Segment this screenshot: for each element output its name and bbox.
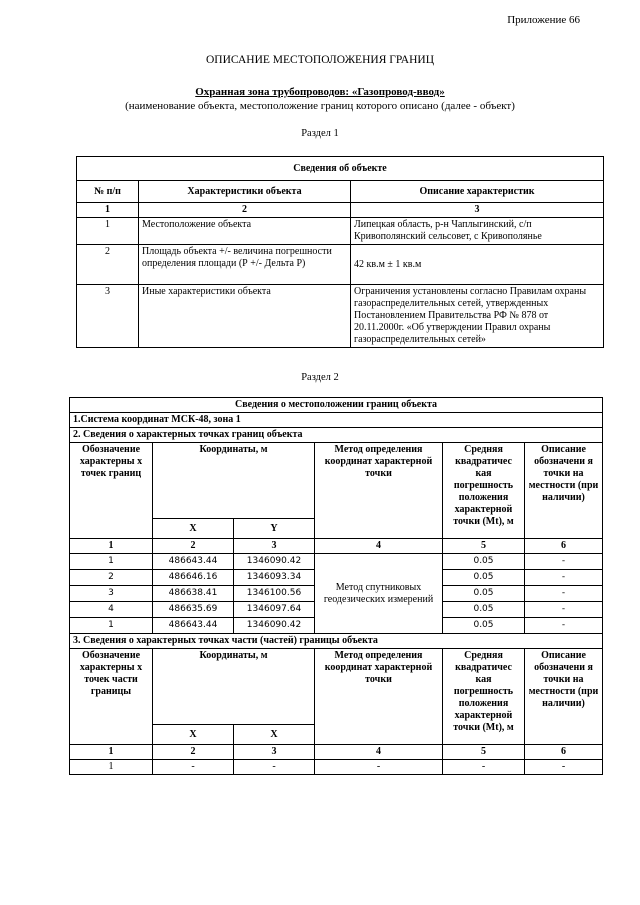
part-point-error: - (443, 760, 525, 775)
characteristic-name: Местоположение объекта (139, 218, 351, 245)
column-header: Средняя квадратичес кая погрешность положения характерной точки (Mt), м (443, 443, 525, 539)
column-header-x: X (153, 725, 234, 745)
column-header: Описание обозначени я точки на местности (при наличии) (525, 443, 603, 539)
point-error: 0.05 (443, 554, 525, 570)
point-y: 1346090.42 (234, 554, 315, 570)
subsection-title: 3. Сведения о характерных точках части (частей) границы объекта (70, 634, 603, 649)
column-header: Характеристики объекта (139, 181, 351, 203)
characteristic-value: Липецкая область, р-н Чаплыгинский, с/п Кривополянский сельсовет, с Кривополянье (351, 218, 604, 245)
column-index: 1 (77, 203, 139, 218)
boundary-points-table (69, 397, 603, 775)
point-id: 4 (70, 602, 153, 618)
subsection-title: 2. Сведения о характерных точках границ объекта (70, 428, 603, 443)
column-index: 1 (70, 745, 153, 760)
coordinate-system: 1.Система координат МСК-48, зона 1 (70, 413, 603, 428)
column-header: Метод определения координат характерной точки (315, 443, 443, 539)
column-header: Координаты, м (153, 649, 315, 725)
column-header-x: X (153, 519, 234, 539)
appendix-label: Приложение 66 (507, 14, 580, 26)
point-x: 486635.69 (153, 602, 234, 618)
column-index: 2 (153, 539, 234, 554)
column-index: 2 (139, 203, 351, 218)
characteristic-value: Ограничения установлены согласно Правилам охраны газораспределительных сетей, утвержденных Постановлением Правительства РФ № 878 от 20.11.2000г. «Об утверждении Правил охраны газораспределительных сетей» (351, 285, 604, 348)
section-2-label: Раздел 2 (301, 372, 339, 383)
table-row (77, 245, 604, 285)
point-error: 0.05 (443, 618, 525, 634)
characteristic-name: Иные характеристики объекта (139, 285, 351, 348)
point-x: 486646.16 (153, 570, 234, 586)
column-index: 4 (315, 539, 443, 554)
characteristic-name: Площадь объекта +/- величина погрешности определения площади (Р +/- Дельта Р) (139, 245, 351, 285)
column-index: 2 (153, 745, 234, 760)
row-number: 2 (77, 245, 139, 285)
object-name: Охранная зона трубопроводов: «Газопровод-ввод» (195, 86, 445, 98)
column-index: 3 (351, 203, 604, 218)
point-error: 0.05 (443, 586, 525, 602)
part-point-y: - (234, 760, 315, 775)
point-y: 1346097.64 (234, 602, 315, 618)
column-index: 6 (525, 745, 603, 760)
point-description: - (525, 586, 603, 602)
table-row (77, 218, 604, 245)
table-row (70, 760, 603, 775)
column-index: 3 (234, 539, 315, 554)
column-index: 6 (525, 539, 603, 554)
point-error: 0.05 (443, 602, 525, 618)
point-description: - (525, 618, 603, 634)
table-title: Сведения об объекте (77, 157, 604, 181)
table-title: Сведения о местоположении границ объекта (70, 398, 603, 413)
point-x: 486638.41 (153, 586, 234, 602)
column-index: 5 (443, 539, 525, 554)
point-x: 486643.44 (153, 618, 234, 634)
point-id: 1 (70, 554, 153, 570)
table-row (77, 285, 604, 348)
column-header: Описание характеристик (351, 181, 604, 203)
table-row (70, 554, 603, 570)
object-name-note: (наименование объекта, местоположение границ которого описано (далее - объект) (125, 100, 515, 112)
method-cell: Метод спутниковых геодезических измерений (315, 554, 443, 634)
column-header: Описание обозначени я точки на местности (при наличии) (525, 649, 603, 745)
column-header: Обозначение характерны х точек части границы (70, 649, 153, 745)
point-y: 1346100.56 (234, 586, 315, 602)
part-point-id: 1 (70, 760, 153, 775)
object-info-table (76, 156, 604, 348)
column-index: 1 (70, 539, 153, 554)
point-id: 3 (70, 586, 153, 602)
point-x: 486643.44 (153, 554, 234, 570)
column-header-y: Y (234, 519, 315, 539)
part-point-description: - (525, 760, 603, 775)
point-id: 2 (70, 570, 153, 586)
point-id: 1 (70, 618, 153, 634)
row-number: 3 (77, 285, 139, 348)
point-y: 1346090.42 (234, 618, 315, 634)
point-description: - (525, 570, 603, 586)
part-point-x: - (153, 760, 234, 775)
column-header-x: X (234, 725, 315, 745)
characteristic-value: 42 кв.м ± 1 кв.м (351, 245, 604, 285)
column-index: 4 (315, 745, 443, 760)
column-header: Метод определения координат характерной точки (315, 649, 443, 745)
column-header: № п/п (77, 181, 139, 203)
column-index: 5 (443, 745, 525, 760)
column-index: 3 (234, 745, 315, 760)
row-number: 1 (77, 218, 139, 245)
point-error: 0.05 (443, 570, 525, 586)
point-description: - (525, 554, 603, 570)
column-header: Координаты, м (153, 443, 315, 519)
point-description: - (525, 602, 603, 618)
point-y: 1346093.34 (234, 570, 315, 586)
section-1-label: Раздел 1 (301, 128, 339, 139)
column-header: Обозначение характерны х точек границ (70, 443, 153, 539)
page-title: ОПИСАНИЕ МЕСТОПОЛОЖЕНИЯ ГРАНИЦ (205, 54, 435, 66)
column-header: Средняя квадратичес кая погрешность положения характерной точки (Mt), м (443, 649, 525, 745)
part-point-method: - (315, 760, 443, 775)
